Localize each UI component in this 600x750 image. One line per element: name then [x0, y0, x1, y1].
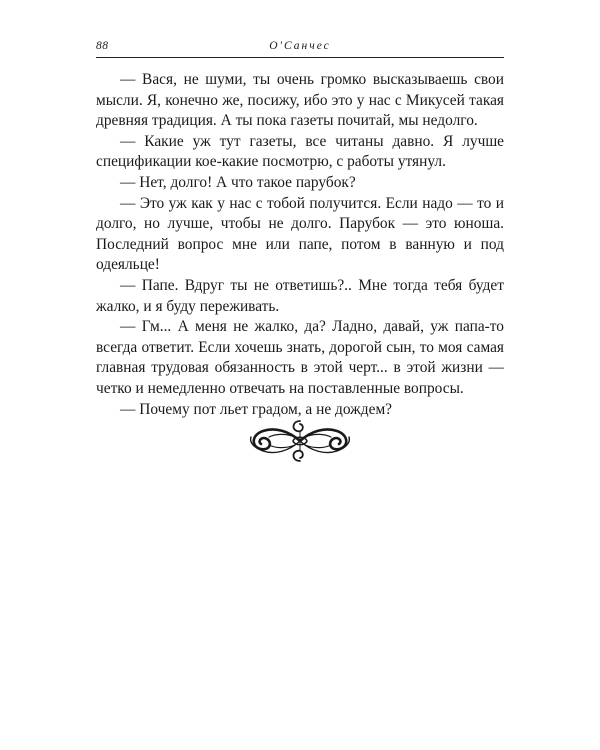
flourish-ornament-icon — [245, 417, 355, 465]
body-text — [96, 70, 504, 420]
paragraph: — Папе. Вдруг ты не ответишь?.. Мне тогда тебя будет жалко, и я буду переживать. — [96, 276, 504, 315]
paragraph: — Какие уж тут газеты, все читаны давно. Я лучше спецификации кое-какие посмотрю, с работы утянул. — [96, 132, 504, 171]
paragraph: — Вася, не шуми, ты очень громко высказываешь свои мысли. Я, конечно же, посижу, ибо это у нас с Микусей такая древняя традиция. А ты пока газеты почитай, мы недолго. — [96, 71, 504, 130]
paragraph: — Почему пот льет градом, а не дождем? — [120, 400, 393, 418]
running-head-author: О'Санчес — [269, 40, 331, 52]
paragraph: — Это уж как у нас с тобой получится. Если надо — то и долго, но лучше, чтобы не долго. Парубок — это юноша. Последний вопрос мне или папе, потом в ванную и под одеяльце! — [96, 194, 504, 274]
paragraph: — Гм... А меня не жалко, да? Ладно, давай, уж папа-то всегда ответит. Если хочешь знать, дорогой сын, то моя самая главная трудовая обязанность в этой черт... в этой жизни — четко и немедленно отвечать на поставленные вопросы. — [96, 318, 504, 397]
page-number: 88 — [96, 40, 109, 52]
paragraph: — Нет, долго! А что такое парубок? — [120, 173, 356, 191]
header-rule — [96, 57, 504, 58]
running-head — [96, 38, 504, 56]
